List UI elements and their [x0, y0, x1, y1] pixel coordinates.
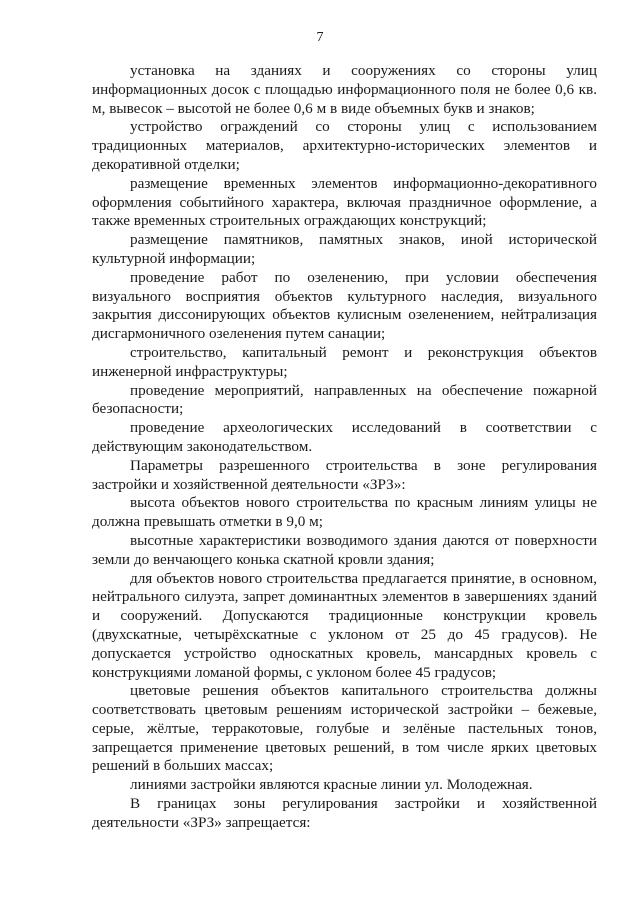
paragraph: высота объектов нового строительства по красным линиям улицы не должна превышать отметки в 9,0 м;	[92, 494, 597, 531]
paragraph: высотные характеристики возводимого здания даются от поверхности земли до венчающего конька скатной кровли здания;	[92, 531, 597, 568]
paragraph: установка на зданиях и сооружениях со стороны улиц информационных досок с площадью информационного поля не более 0,6 кв. м, вывесок – высотой не более 0,6 м в виде объемных букв и знаков;	[92, 62, 597, 117]
document-body	[92, 62, 597, 833]
paragraph: Параметры разрешенного строительства в зоне регулирования застройки и хозяйственной деятельности «ЗРЗ»:	[92, 456, 597, 493]
paragraph: линиями застройки являются красные линии ул. Молодежная.	[130, 776, 533, 794]
paragraph: цветовые решения объектов капитального строительства должны соответствовать цветовым решениям исторической застройки – бежевые, серые, жёлтые, терракотовые, голубые и зелёные пастельных тонов, запрещается применение цветовых решений, в том числе ярких цветовых решений в больших массах;	[92, 682, 597, 775]
page-number: 7	[316, 30, 324, 45]
paragraph: размещение временных элементов информационно-декоративного оформления событийного характера, включая праздничное оформление, а также временных строительных ограждающих конструкций;	[92, 174, 597, 230]
paragraph: для объектов нового строительства предлагается принятие, в основном, нейтрального силуэта, запрет доминантных элементов в завершениях зданий и сооружений. Допускаются традиционные конструкции кровель (двухскатные, четырёхскатные с уклоном от 25 до 45 градусов). Не допускается устройство односкатных кровель, мансардных кровель с конструкциями ломаной формы, с уклоном более 45 градусов;	[92, 569, 597, 681]
paragraph: проведение археологических исследований в соответствии с действующим законодательством.	[92, 419, 597, 455]
paragraph: размещение памятников, памятных знаков, иной исторической культурной информации;	[92, 231, 597, 267]
paragraph: устройство ограждений со стороны улиц с использованием традиционных материалов, архитектурно-исторических элементов и декоративной отделки;	[92, 118, 597, 173]
paragraph: проведение работ по озеленению, при условии обеспечения визуального восприятия объектов культурного наследия, визуального закрытия диссонирующих объектов кулисным озеленением, нейтрализация дисгармоничного озеленения путем санации;	[92, 268, 597, 343]
paragraph: проведение мероприятий, направленных на обеспечение пожарной безопасности;	[92, 381, 597, 418]
paragraph: строительство, капитальный ремонт и реконструкция объектов инженерной инфраструктуры;	[92, 343, 597, 380]
paragraph: В границах зоны регулирования застройки и хозяйственной деятельности «ЗРЗ» запрещается:	[92, 795, 597, 831]
